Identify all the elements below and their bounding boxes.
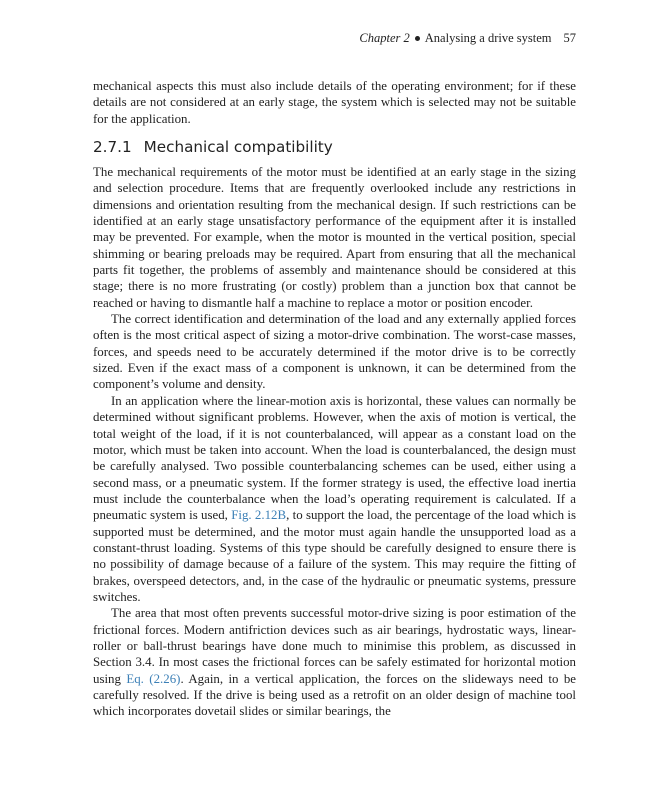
paragraph-4-text-a: The area that most often prevents successful motor-drive sizing is poor estimation of the frictional forces. Modern antifriction devices such as air bearings, hydrostatic ways, linear-roller or ball-thrust bearings have done much to minimise this problem, as discussed in Section 3.4. In most cases the frictional forces can be safely estimated for horizontal motion using — [93, 606, 576, 686]
equation-reference-link[interactable]: Eq. (2.26) — [126, 671, 181, 686]
paragraph-3-text-a: In an application where the linear-motion axis is horizontal, these values can normally be determined without significant problems. However, when the axis of motion is vertical, the total weight of the load, if it is not counterbalanced, will appear as a constant load on the motor, which must be taken into account. When the load is counterbalanced, the design must be carefully analysed. Two possible counterbalancing schemes can be used, either using a second mass, or a pneumatic system. If the former strategy is used, the effective load inertia must include the counterbalance when the load’s operating requirement is calculated. If a pneumatic system is used, — [93, 393, 576, 523]
section-body — [93, 164, 576, 720]
running-header — [359, 31, 576, 46]
paragraph-3 — [93, 393, 576, 605]
bullet-separator-icon — [415, 36, 420, 41]
paragraph-3-text-b: , to support the load, the percentage of the load which is supported must be determined, and the motor must again handle the unsupported load as a constant-thrust loading. Systems of this type should be carefully designed to ensure there is no possibility of damage because of a failure of the system. This may require the fitting of brakes, overspeed detectors, and, in the case of the hydraulic or pneumatic systems, pressure switches. — [93, 508, 576, 604]
section-number: 2.7.1 — [93, 138, 132, 156]
page-number: 57 — [563, 31, 576, 45]
intro-text-block — [93, 78, 576, 127]
chapter-title: Analysing a drive system — [424, 31, 552, 45]
intro-paragraph: mechanical aspects this must also include details of the operating environment; for if these details are not considered at an early stage, the system which is selected may not be suitable for the application. — [93, 79, 576, 126]
chapter-label: Chapter 2 — [359, 31, 410, 45]
paragraph-2: The correct identification and determination of the load and any externally applied forces often is the most critical aspect of sizing a motor-drive combination. The worst-case masses, forces, and speeds need to be accurately determined if the motor drive is to be correctly sized. Even if the exact mass of a component is unknown, it can be determined from the component’s volume and density. — [93, 312, 576, 392]
paragraph-1: The mechanical requirements of the motor must be identified at an early stage in the sizing and selection procedure. Items that are frequently overlooked include any restrictions in dimensions and orientation resulting from the mechanical design. If such restrictions can be identified at an early stage unsatisfactory performance of the equipment after it is installed may be prevented. For example, when the motor is mounted in the vertical position, special shimming or bearing preloads may be required. Apart from ensuring that all the mechanical parts fit together, the problems of assembly and maintenance should be considered at this stage; there is no more frustrating (or costly) problem than a junction box that cannot be reached or having to dismantle half a machine to replace a motor or position encoder. — [93, 165, 576, 310]
section-heading — [93, 138, 333, 156]
paragraph-4 — [93, 605, 576, 719]
figure-reference-link[interactable]: Fig. 2.12B — [231, 508, 287, 523]
paragraph-4-text-b: . Again, in a vertical application, the forces on the slideways need to be carefully resolved. If the drive is being used as a retrofit on an older design of machine tool which incorporates dovetail slides or similar bearings, the — [93, 671, 576, 719]
section-title: Mechanical compatibility — [143, 138, 333, 156]
